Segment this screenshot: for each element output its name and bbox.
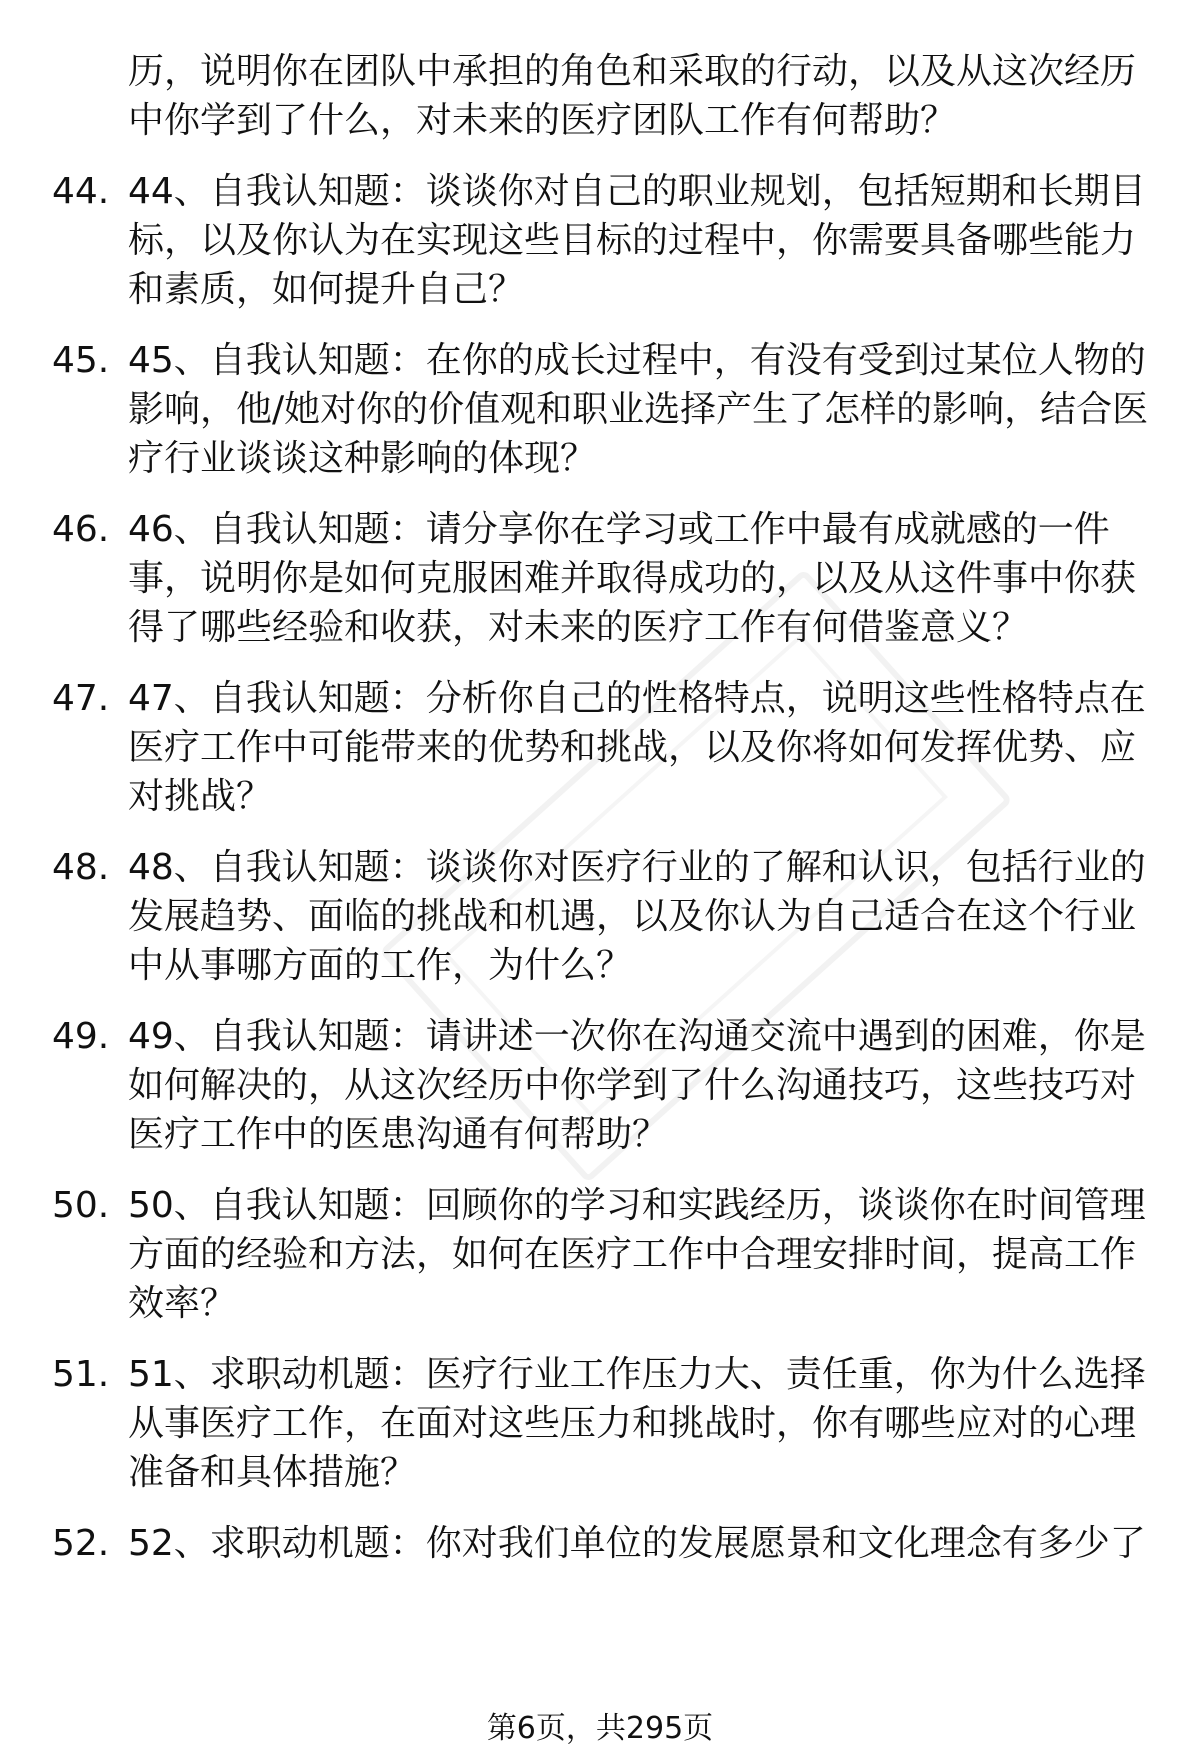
item-text-line: 历，说明你在团队中承担的角色和采取的行动，以及从这次经历 [128, 51, 1137, 92]
item-number: 52. [52, 1523, 110, 1564]
item-text-line: 中从事哪方面的工作，为什么？ [128, 945, 633, 986]
item-text-line: 50、自我认知题：回顾你的学习和实践经历，谈谈你在时间管理 [128, 1185, 1146, 1226]
item-text-line: 方面的经验和方法，如何在医疗工作中合理安排时间，提高工作 [128, 1234, 1137, 1275]
item-text-line: 47、自我认知题：分析你自己的性格特点，说明这些性格特点在 [128, 678, 1146, 719]
item-text-line: 和素质，如何提升自己？ [128, 269, 525, 310]
item-number: 45. [52, 340, 110, 381]
item-text-line: 44、自我认知题：谈谈你对自己的职业规划，包括短期和长期目 [128, 171, 1146, 212]
page-footer: 第6页，共295页 [486, 1711, 714, 1746]
item-text-line: 事，说明你是如何克服困难并取得成功的，以及从这件事中你获 [128, 558, 1137, 599]
item-text-line: 医疗工作中的医患沟通有何帮助？ [128, 1114, 669, 1155]
item-text-line: 疗行业谈谈这种影响的体现？ [128, 438, 597, 479]
item-text-line: 影响，他/她对你的价值观和职业选择产生了怎样的影响，结合医 [128, 389, 1149, 430]
item-text-line: 标，以及你认为在实现这些目标的过程中，你需要具备哪些能力 [128, 220, 1137, 261]
item-text-line: 49、自我认知题：请讲述一次你在沟通交流中遇到的困难，你是 [128, 1016, 1146, 1057]
item-text-line: 46、自我认知题：请分享你在学习或工作中最有成就感的一件 [128, 509, 1110, 550]
item-text-line: 从事医疗工作，在面对这些压力和挑战时，你有哪些应对的心理 [128, 1403, 1137, 1444]
item-text-line: 45、自我认知题：在你的成长过程中，有没有受到过某位人物的 [128, 340, 1146, 381]
item-number: 47. [52, 678, 110, 719]
item-number: 46. [52, 509, 110, 550]
item-number: 51. [52, 1354, 110, 1395]
item-text-line: 48、自我认知题：谈谈你对医疗行业的了解和认识，包括行业的 [128, 847, 1146, 888]
item-text-line: 得了哪些经验和收获，对未来的医疗工作有何借鉴意义？ [128, 607, 1029, 648]
item-text-line: 医疗工作中可能带来的优势和挑战，以及你将如何发挥优势、应 [128, 727, 1137, 768]
item-text-line: 准备和具体措施？ [128, 1452, 417, 1493]
item-text-line: 如何解决的，从这次经历中你学到了什么沟通技巧，这些技巧对 [128, 1065, 1137, 1106]
item-text-line: 中你学到了什么，对未来的医疗团队工作有何帮助？ [128, 100, 957, 141]
item-number: 50. [52, 1185, 110, 1226]
item-text-line: 发展趋势、面临的挑战和机遇，以及你认为自己适合在这个行业 [128, 896, 1137, 937]
item-number: 48. [52, 847, 110, 888]
item-text-line: 51、求职动机题：医疗行业工作压力大、责任重，你为什么选择 [128, 1354, 1146, 1395]
item-text-line: 效率？ [128, 1283, 237, 1324]
item-number: 44. [52, 171, 110, 212]
item-number: 49. [52, 1016, 110, 1057]
item-text-line: 52、求职动机题：你对我们单位的发展愿景和文化理念有多少了 [128, 1523, 1146, 1564]
item-text-line: 对挑战？ [128, 776, 273, 817]
